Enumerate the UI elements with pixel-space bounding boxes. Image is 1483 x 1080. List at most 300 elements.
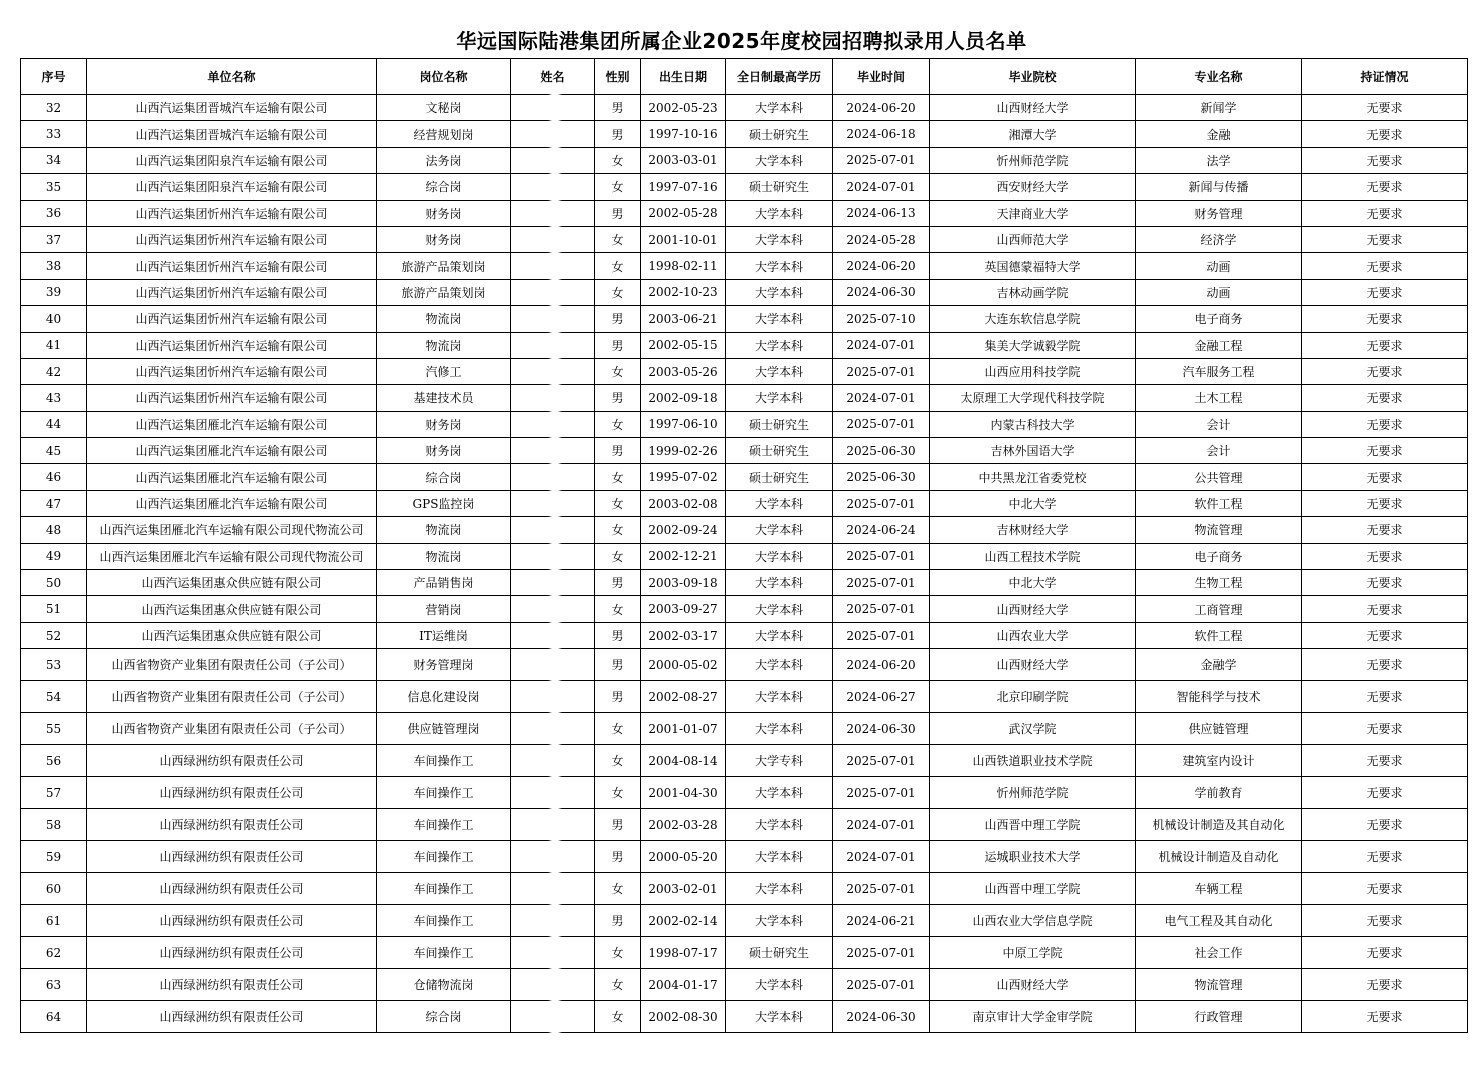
cell-education: 大学本科 <box>726 226 833 252</box>
cell-gender: 女 <box>595 1001 641 1033</box>
table-row <box>21 1001 1468 1033</box>
cell-birthdate: 2001-10-01 <box>641 226 726 252</box>
table-row <box>21 358 1468 384</box>
cell-gender: 女 <box>595 411 641 437</box>
cell-education: 大学本科 <box>726 490 833 516</box>
cell-unit: 山西省物资产业集团有限责任公司（子公司） <box>87 681 377 713</box>
cell-major: 生物工程 <box>1136 570 1302 596</box>
cell-school: 忻州师范学院 <box>930 777 1136 809</box>
cell-position: GPS监控岗 <box>377 490 511 516</box>
cell-gender: 男 <box>595 841 641 873</box>
cell-major: 智能科学与技术 <box>1136 681 1302 713</box>
cell-unit: 山西汽运集团忻州汽车运输有限公司 <box>87 332 377 358</box>
cell-certificate: 无要求 <box>1302 332 1468 358</box>
cell-birthdate: 2001-01-07 <box>641 713 726 745</box>
cell-unit: 山西汽运集团晋城汽车运输有限公司 <box>87 95 377 121</box>
cell-school: 南京审计大学金审学院 <box>930 1001 1136 1033</box>
table-header-row <box>21 59 1468 95</box>
cell-school: 山西财经大学 <box>930 95 1136 121</box>
cell-birthdate: 2003-06-21 <box>641 306 726 332</box>
header-position: 岗位名称 <box>377 59 511 95</box>
cell-gender: 女 <box>595 873 641 905</box>
cell-position: 物流岗 <box>377 517 511 543</box>
header-education: 全日制最高学历 <box>726 59 833 95</box>
cell-gender: 女 <box>595 517 641 543</box>
cell-unit: 山西汽运集团阳泉汽车运输有限公司 <box>87 147 377 173</box>
cell-graduation-date: 2024-07-01 <box>833 841 930 873</box>
cell-index: 43 <box>21 385 87 411</box>
name-column-redaction <box>548 93 562 1040</box>
cell-graduation-date: 2025-07-01 <box>833 745 930 777</box>
cell-school: 山西晋中理工学院 <box>930 809 1136 841</box>
cell-certificate: 无要求 <box>1302 681 1468 713</box>
cell-unit: 山西绿洲纺织有限责任公司 <box>87 777 377 809</box>
cell-graduation-date: 2025-07-01 <box>833 969 930 1001</box>
cell-position: 车间操作工 <box>377 809 511 841</box>
cell-unit: 山西汽运集团惠众供应链有限公司 <box>87 570 377 596</box>
cell-gender: 男 <box>595 681 641 713</box>
cell-index: 53 <box>21 649 87 681</box>
cell-education: 大学本科 <box>726 253 833 279</box>
cell-index: 60 <box>21 873 87 905</box>
cell-major: 电气工程及其自动化 <box>1136 905 1302 937</box>
cell-major: 公共管理 <box>1136 464 1302 490</box>
cell-index: 51 <box>21 596 87 622</box>
cell-graduation-date: 2025-07-01 <box>833 873 930 905</box>
header-index: 序号 <box>21 59 87 95</box>
cell-gender: 女 <box>595 543 641 569</box>
cell-gender: 女 <box>595 596 641 622</box>
cell-education: 大学本科 <box>726 622 833 648</box>
cell-education: 大学本科 <box>726 279 833 305</box>
cell-index: 44 <box>21 411 87 437</box>
cell-position: 法务岗 <box>377 147 511 173</box>
cell-unit: 山西汽运集团雁北汽车运输有限公司 <box>87 464 377 490</box>
cell-major: 金融 <box>1136 121 1302 147</box>
cell-major: 软件工程 <box>1136 490 1302 516</box>
header-certificate: 持证情况 <box>1302 59 1468 95</box>
cell-graduation-date: 2025-07-01 <box>833 777 930 809</box>
cell-graduation-date: 2024-06-18 <box>833 121 930 147</box>
cell-gender: 女 <box>595 358 641 384</box>
table-row <box>21 873 1468 905</box>
cell-unit: 山西汽运集团忻州汽车运输有限公司 <box>87 358 377 384</box>
cell-certificate: 无要求 <box>1302 543 1468 569</box>
cell-birthdate: 2004-08-14 <box>641 745 726 777</box>
cell-graduation-date: 2024-07-01 <box>833 332 930 358</box>
cell-major: 社会工作 <box>1136 937 1302 969</box>
table-row <box>21 905 1468 937</box>
cell-graduation-date: 2025-07-01 <box>833 543 930 569</box>
cell-unit: 山西汽运集团阳泉汽车运输有限公司 <box>87 174 377 200</box>
cell-index: 48 <box>21 517 87 543</box>
cell-birthdate: 2002-10-23 <box>641 279 726 305</box>
cell-birthdate: 2002-08-30 <box>641 1001 726 1033</box>
cell-position: 物流岗 <box>377 332 511 358</box>
cell-education: 大学本科 <box>726 570 833 596</box>
cell-index: 34 <box>21 147 87 173</box>
cell-index: 40 <box>21 306 87 332</box>
cell-certificate: 无要求 <box>1302 777 1468 809</box>
cell-education: 大学本科 <box>726 543 833 569</box>
cell-birthdate: 2002-03-28 <box>641 809 726 841</box>
cell-index: 47 <box>21 490 87 516</box>
cell-position: 财务管理岗 <box>377 649 511 681</box>
cell-major: 新闻学 <box>1136 95 1302 121</box>
cell-position: 车间操作工 <box>377 777 511 809</box>
cell-unit: 山西汽运集团雁北汽车运输有限公司 <box>87 490 377 516</box>
cell-gender: 男 <box>595 809 641 841</box>
cell-gender: 男 <box>595 649 641 681</box>
cell-graduation-date: 2024-06-20 <box>833 253 930 279</box>
cell-certificate: 无要求 <box>1302 438 1468 464</box>
table-row <box>21 174 1468 200</box>
cell-index: 63 <box>21 969 87 1001</box>
cell-position: 综合岗 <box>377 1001 511 1033</box>
cell-unit: 山西汽运集团雁北汽车运输有限公司现代物流公司 <box>87 517 377 543</box>
cell-gender: 女 <box>595 464 641 490</box>
cell-major: 供应链管理 <box>1136 713 1302 745</box>
cell-gender: 女 <box>595 253 641 279</box>
cell-school: 吉林外国语大学 <box>930 438 1136 464</box>
table-row <box>21 969 1468 1001</box>
cell-gender: 女 <box>595 969 641 1001</box>
cell-gender: 女 <box>595 147 641 173</box>
cell-major: 车辆工程 <box>1136 873 1302 905</box>
cell-education: 硕士研究生 <box>726 937 833 969</box>
cell-education: 大学本科 <box>726 95 833 121</box>
cell-graduation-date: 2025-07-01 <box>833 411 930 437</box>
cell-position: 信息化建设岗 <box>377 681 511 713</box>
cell-certificate: 无要求 <box>1302 713 1468 745</box>
cell-position: 车间操作工 <box>377 873 511 905</box>
cell-certificate: 无要求 <box>1302 226 1468 252</box>
cell-school: 山西财经大学 <box>930 596 1136 622</box>
cell-gender: 男 <box>595 570 641 596</box>
cell-index: 49 <box>21 543 87 569</box>
cell-unit: 山西汽运集团忻州汽车运输有限公司 <box>87 253 377 279</box>
cell-major: 学前教育 <box>1136 777 1302 809</box>
cell-school: 山西铁道职业技术学院 <box>930 745 1136 777</box>
cell-education: 大学本科 <box>726 873 833 905</box>
cell-certificate: 无要求 <box>1302 358 1468 384</box>
cell-index: 62 <box>21 937 87 969</box>
cell-position: 车间操作工 <box>377 937 511 969</box>
cell-gender: 男 <box>595 385 641 411</box>
cell-school: 山西农业大学信息学院 <box>930 905 1136 937</box>
cell-position: 物流岗 <box>377 306 511 332</box>
cell-unit: 山西汽运集团晋城汽车运输有限公司 <box>87 121 377 147</box>
cell-birthdate: 1997-06-10 <box>641 411 726 437</box>
cell-index: 55 <box>21 713 87 745</box>
cell-gender: 女 <box>595 745 641 777</box>
cell-certificate: 无要求 <box>1302 464 1468 490</box>
cell-certificate: 无要求 <box>1302 1001 1468 1033</box>
cell-graduation-date: 2024-06-30 <box>833 1001 930 1033</box>
cell-gender: 男 <box>595 905 641 937</box>
cell-school: 大连东软信息学院 <box>930 306 1136 332</box>
cell-position: 文秘岗 <box>377 95 511 121</box>
table-row <box>21 411 1468 437</box>
cell-birthdate: 1999-02-26 <box>641 438 726 464</box>
header-birthdate: 出生日期 <box>641 59 726 95</box>
cell-birthdate: 2002-03-17 <box>641 622 726 648</box>
cell-birthdate: 2000-05-20 <box>641 841 726 873</box>
cell-birthdate: 1995-07-02 <box>641 464 726 490</box>
cell-major: 金融工程 <box>1136 332 1302 358</box>
cell-certificate: 无要求 <box>1302 937 1468 969</box>
cell-school: 山西工程技术学院 <box>930 543 1136 569</box>
cell-certificate: 无要求 <box>1302 649 1468 681</box>
cell-school: 天津商业大学 <box>930 200 1136 226</box>
cell-certificate: 无要求 <box>1302 745 1468 777</box>
cell-position: 仓储物流岗 <box>377 969 511 1001</box>
cell-graduation-date: 2024-06-30 <box>833 713 930 745</box>
cell-gender: 男 <box>595 332 641 358</box>
table-body <box>21 95 1468 1033</box>
cell-school: 中共黑龙江省委党校 <box>930 464 1136 490</box>
cell-position: 综合岗 <box>377 174 511 200</box>
cell-graduation-date: 2025-07-01 <box>833 937 930 969</box>
cell-education: 大学本科 <box>726 147 833 173</box>
cell-graduation-date: 2025-07-01 <box>833 147 930 173</box>
cell-school: 山西晋中理工学院 <box>930 873 1136 905</box>
table-row <box>21 121 1468 147</box>
table-row <box>21 937 1468 969</box>
cell-birthdate: 2003-09-18 <box>641 570 726 596</box>
cell-school: 武汉学院 <box>930 713 1136 745</box>
table-row <box>21 622 1468 648</box>
cell-certificate: 无要求 <box>1302 279 1468 305</box>
table-row <box>21 385 1468 411</box>
cell-gender: 女 <box>595 713 641 745</box>
cell-birthdate: 2002-08-27 <box>641 681 726 713</box>
cell-school: 山西财经大学 <box>930 649 1136 681</box>
cell-education: 大学本科 <box>726 905 833 937</box>
cell-birthdate: 1997-07-16 <box>641 174 726 200</box>
cell-unit: 山西汽运集团忻州汽车运输有限公司 <box>87 385 377 411</box>
header-graduation-date: 毕业时间 <box>833 59 930 95</box>
table-row <box>21 596 1468 622</box>
cell-certificate: 无要求 <box>1302 517 1468 543</box>
cell-gender: 女 <box>595 777 641 809</box>
cell-gender: 女 <box>595 490 641 516</box>
table-row <box>21 464 1468 490</box>
cell-certificate: 无要求 <box>1302 253 1468 279</box>
header-major: 专业名称 <box>1136 59 1302 95</box>
cell-gender: 女 <box>595 174 641 200</box>
cell-major: 工商管理 <box>1136 596 1302 622</box>
cell-graduation-date: 2025-07-01 <box>833 570 930 596</box>
table-row <box>21 200 1468 226</box>
cell-birthdate: 2002-05-23 <box>641 95 726 121</box>
table-row <box>21 279 1468 305</box>
cell-birthdate: 2002-09-24 <box>641 517 726 543</box>
cell-school: 山西应用科技学院 <box>930 358 1136 384</box>
cell-major: 经济学 <box>1136 226 1302 252</box>
cell-index: 59 <box>21 841 87 873</box>
cell-education: 大学本科 <box>726 649 833 681</box>
cell-unit: 山西汽运集团雁北汽车运输有限公司 <box>87 438 377 464</box>
cell-graduation-date: 2024-07-01 <box>833 385 930 411</box>
cell-unit: 山西绿洲纺织有限责任公司 <box>87 809 377 841</box>
cell-position: 财务岗 <box>377 200 511 226</box>
cell-school: 中原工学院 <box>930 937 1136 969</box>
cell-index: 57 <box>21 777 87 809</box>
cell-certificate: 无要求 <box>1302 121 1468 147</box>
cell-graduation-date: 2025-06-30 <box>833 464 930 490</box>
cell-position: 供应链管理岗 <box>377 713 511 745</box>
cell-education: 硕士研究生 <box>726 411 833 437</box>
cell-index: 32 <box>21 95 87 121</box>
cell-unit: 山西汽运集团忻州汽车运输有限公司 <box>87 200 377 226</box>
header-name: 姓名 <box>511 59 595 95</box>
cell-graduation-date: 2024-07-01 <box>833 809 930 841</box>
header-unit: 单位名称 <box>87 59 377 95</box>
cell-graduation-date: 2024-06-13 <box>833 200 930 226</box>
cell-certificate: 无要求 <box>1302 809 1468 841</box>
cell-education: 大学本科 <box>726 358 833 384</box>
cell-position: 物流岗 <box>377 543 511 569</box>
cell-unit: 山西汽运集团惠众供应链有限公司 <box>87 596 377 622</box>
table-row <box>21 332 1468 358</box>
cell-unit: 山西省物资产业集团有限责任公司（子公司） <box>87 649 377 681</box>
cell-gender: 男 <box>595 200 641 226</box>
cell-major: 土木工程 <box>1136 385 1302 411</box>
cell-school: 集美大学诚毅学院 <box>930 332 1136 358</box>
cell-certificate: 无要求 <box>1302 596 1468 622</box>
cell-school: 中北大学 <box>930 490 1136 516</box>
cell-unit: 山西绿洲纺织有限责任公司 <box>87 905 377 937</box>
cell-index: 38 <box>21 253 87 279</box>
cell-graduation-date: 2024-06-20 <box>833 649 930 681</box>
cell-certificate: 无要求 <box>1302 147 1468 173</box>
cell-birthdate: 2003-05-26 <box>641 358 726 384</box>
cell-certificate: 无要求 <box>1302 385 1468 411</box>
cell-education: 大学本科 <box>726 596 833 622</box>
cell-certificate: 无要求 <box>1302 306 1468 332</box>
cell-certificate: 无要求 <box>1302 905 1468 937</box>
cell-major: 汽车服务工程 <box>1136 358 1302 384</box>
cell-graduation-date: 2025-07-01 <box>833 358 930 384</box>
cell-graduation-date: 2025-07-01 <box>833 490 930 516</box>
cell-birthdate: 2003-03-01 <box>641 147 726 173</box>
cell-school: 湘潭大学 <box>930 121 1136 147</box>
cell-education: 大学本科 <box>726 1001 833 1033</box>
cell-gender: 女 <box>595 226 641 252</box>
cell-school: 山西农业大学 <box>930 622 1136 648</box>
cell-unit: 山西绿洲纺织有限责任公司 <box>87 937 377 969</box>
cell-birthdate: 2001-04-30 <box>641 777 726 809</box>
cell-index: 45 <box>21 438 87 464</box>
cell-school: 运城职业技术大学 <box>930 841 1136 873</box>
cell-position: 产品销售岗 <box>377 570 511 596</box>
cell-graduation-date: 2024-06-21 <box>833 905 930 937</box>
cell-index: 61 <box>21 905 87 937</box>
cell-education: 大学本科 <box>726 306 833 332</box>
cell-birthdate: 2004-01-17 <box>641 969 726 1001</box>
cell-education: 大学本科 <box>726 777 833 809</box>
cell-major: 法学 <box>1136 147 1302 173</box>
cell-school: 太原理工大学现代科技学院 <box>930 385 1136 411</box>
cell-school: 西安财经大学 <box>930 174 1136 200</box>
table-row <box>21 841 1468 873</box>
cell-major: 电子商务 <box>1136 543 1302 569</box>
roster-table <box>20 58 1468 1033</box>
table-row <box>21 543 1468 569</box>
table-row <box>21 570 1468 596</box>
header-school: 毕业院校 <box>930 59 1136 95</box>
cell-index: 56 <box>21 745 87 777</box>
cell-certificate: 无要求 <box>1302 873 1468 905</box>
cell-graduation-date: 2025-06-30 <box>833 438 930 464</box>
cell-education: 硕士研究生 <box>726 121 833 147</box>
cell-birthdate: 2002-12-21 <box>641 543 726 569</box>
cell-index: 36 <box>21 200 87 226</box>
table-row <box>21 147 1468 173</box>
cell-position: 财务岗 <box>377 438 511 464</box>
table-row <box>21 226 1468 252</box>
cell-school: 忻州师范学院 <box>930 147 1136 173</box>
cell-index: 46 <box>21 464 87 490</box>
cell-school: 吉林动画学院 <box>930 279 1136 305</box>
cell-certificate: 无要求 <box>1302 174 1468 200</box>
cell-certificate: 无要求 <box>1302 969 1468 1001</box>
cell-education: 大学本科 <box>726 517 833 543</box>
cell-school: 北京印刷学院 <box>930 681 1136 713</box>
cell-index: 33 <box>21 121 87 147</box>
table-row <box>21 649 1468 681</box>
cell-education: 大学本科 <box>726 332 833 358</box>
cell-education: 大学本科 <box>726 969 833 1001</box>
cell-certificate: 无要求 <box>1302 490 1468 516</box>
cell-birthdate: 1998-07-17 <box>641 937 726 969</box>
cell-index: 54 <box>21 681 87 713</box>
table-row <box>21 713 1468 745</box>
cell-position: 汽修工 <box>377 358 511 384</box>
cell-gender: 男 <box>595 438 641 464</box>
cell-position: IT运维岗 <box>377 622 511 648</box>
cell-major: 新闻与传播 <box>1136 174 1302 200</box>
cell-birthdate: 1997-10-16 <box>641 121 726 147</box>
cell-unit: 山西绿洲纺织有限责任公司 <box>87 969 377 1001</box>
cell-graduation-date: 2024-06-20 <box>833 95 930 121</box>
cell-major: 建筑室内设计 <box>1136 745 1302 777</box>
cell-education: 大学专科 <box>726 745 833 777</box>
cell-certificate: 无要求 <box>1302 95 1468 121</box>
cell-education: 大学本科 <box>726 713 833 745</box>
cell-birthdate: 1998-02-11 <box>641 253 726 279</box>
cell-position: 车间操作工 <box>377 905 511 937</box>
cell-gender: 女 <box>595 279 641 305</box>
cell-position: 财务岗 <box>377 411 511 437</box>
cell-birthdate: 2002-05-28 <box>641 200 726 226</box>
cell-major: 机械设计制造及其自动化 <box>1136 809 1302 841</box>
cell-major: 金融学 <box>1136 649 1302 681</box>
cell-index: 50 <box>21 570 87 596</box>
cell-position: 旅游产品策划岗 <box>377 253 511 279</box>
cell-education: 大学本科 <box>726 841 833 873</box>
cell-education: 大学本科 <box>726 681 833 713</box>
cell-unit: 山西绿洲纺织有限责任公司 <box>87 873 377 905</box>
table-row <box>21 490 1468 516</box>
cell-birthdate: 2003-02-01 <box>641 873 726 905</box>
cell-major: 机械设计制造及自动化 <box>1136 841 1302 873</box>
cell-index: 35 <box>21 174 87 200</box>
table-row <box>21 438 1468 464</box>
cell-school: 英国德蒙福特大学 <box>930 253 1136 279</box>
cell-position: 经营规划岗 <box>377 121 511 147</box>
